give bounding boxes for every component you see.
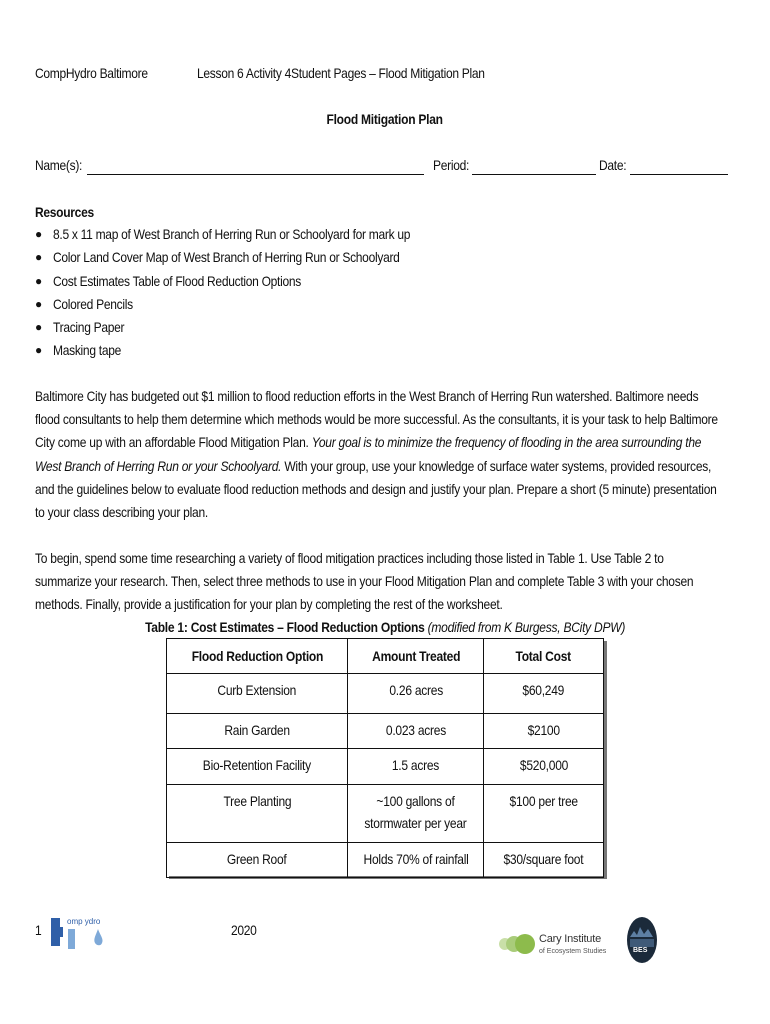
bullet-icon: ● <box>35 227 43 241</box>
table-row <box>167 674 604 714</box>
intro-paragraph: Baltimore City has budgeted out $1 million to flood reduction efforts in the West Branch of Herring Run watershed. Baltimore needs flood consultants to help them determine which methods would be more successful. As the consultants, it is your task to help Baltimore City come up with an affordable Flood Mitigation Plan. Your goal is to minimize the frequency of flooding in the area surrounding the West Branch of Herring Run or your Schoolyard. With your group, use your knowledge of surface water systems, provided resources, and the guidelines below to evaluate flood reduction methods and design and justify your plan. Prepare a short (5 minute) presentation to your class describing your plan. <box>35 388 718 521</box>
instructions-paragraph: To begin, spend some time researching a variety of flood mitigation practices including those listed in Table 1. Use Table 2 to summarize your research. Then, select three methods to use in your Flood Mitigation Plan and complete Table 3 with your chosen methods. Finally, provide a justification for your plan by completing the rest of the worksheet. <box>35 550 694 613</box>
date-field[interactable] <box>630 174 728 175</box>
table-row <box>167 785 604 843</box>
table-cell: $100 per tree <box>484 785 604 843</box>
bes-logo-text: BES <box>633 947 648 954</box>
bullet-icon: ● <box>35 343 43 358</box>
table-cell: Bio-Retention Facility <box>167 749 348 785</box>
table-cell: $60,249 <box>484 674 604 714</box>
table-shadow-right <box>604 641 607 879</box>
cary-logo-subtitle: of Ecosystem Studies <box>539 948 607 955</box>
table-cell: $520,000 <box>484 749 604 785</box>
table-cell: Tree Planting <box>167 785 348 843</box>
names-field[interactable] <box>87 174 424 175</box>
table-caption: Table 1: Cost Estimates – Flood Reduction Options (modified from K Burgess, BCity DPW) <box>144 619 626 635</box>
list-item: ● 8.5 x 11 map of West Branch of Herring Run or Schoolyard for mark up <box>35 226 411 242</box>
table-cell: Green Roof <box>167 843 348 878</box>
bullet-icon: ● <box>35 320 43 335</box>
cost-estimates-table <box>166 638 604 878</box>
table-cell: $2100 <box>484 714 604 749</box>
date-label: Date: <box>599 157 627 173</box>
column-header: Amount Treated <box>348 639 484 674</box>
page-title: Flood Mitigation Plan <box>326 111 444 127</box>
list-item: ● Color Land Cover Map of West Branch of Herring Run or Schoolyard <box>35 249 400 266</box>
bes-logo <box>625 915 659 965</box>
table-cell: Rain Garden <box>167 714 348 749</box>
column-header: Total Cost <box>484 639 604 674</box>
cary-logo-circles <box>498 930 538 958</box>
cary-logo-title: Cary Institute <box>539 933 602 945</box>
table-header-row <box>167 639 604 674</box>
column-header: Flood Reduction Option <box>167 639 348 674</box>
table-cell: $30/square foot <box>484 843 604 878</box>
table-row <box>167 749 604 785</box>
header-org: CompHydro Baltimore <box>35 65 148 81</box>
resources-list <box>35 226 468 366</box>
table-cell: Curb Extension <box>167 674 348 714</box>
period-field[interactable] <box>472 174 596 175</box>
period-label: Period: <box>433 157 470 173</box>
table-row <box>167 843 604 878</box>
table-row <box>167 714 604 749</box>
table-cell: 0.26 acres <box>348 674 484 714</box>
table-cell: 1.5 acres <box>348 749 484 785</box>
footer-year: 2020 <box>231 922 257 938</box>
comphydro-logo-text: omp ydro <box>67 917 101 926</box>
list-item: ● Colored Pencils <box>35 295 133 312</box>
table-cell: 0.023 acres <box>348 714 484 749</box>
table-cell: ~100 gallons of stormwater per year <box>348 785 484 843</box>
list-item: ● Tracing Paper <box>35 319 125 336</box>
table-cell: Holds 70% of rainfall <box>348 843 484 878</box>
list-item: ● Masking tape <box>35 342 122 359</box>
header-lesson: Lesson 6 Activity 4Student Pages – Flood Mitigation Plan <box>197 65 485 81</box>
names-label: Name(s): <box>35 157 83 173</box>
page-number: 1 <box>35 922 42 938</box>
bullet-icon: ● <box>35 273 43 288</box>
bullet-icon: ● <box>35 250 43 265</box>
list-item: ● Cost Estimates Table of Flood Reduction Options <box>35 272 301 289</box>
bullet-icon: ● <box>35 296 43 311</box>
resources-heading: Resources <box>35 204 94 220</box>
